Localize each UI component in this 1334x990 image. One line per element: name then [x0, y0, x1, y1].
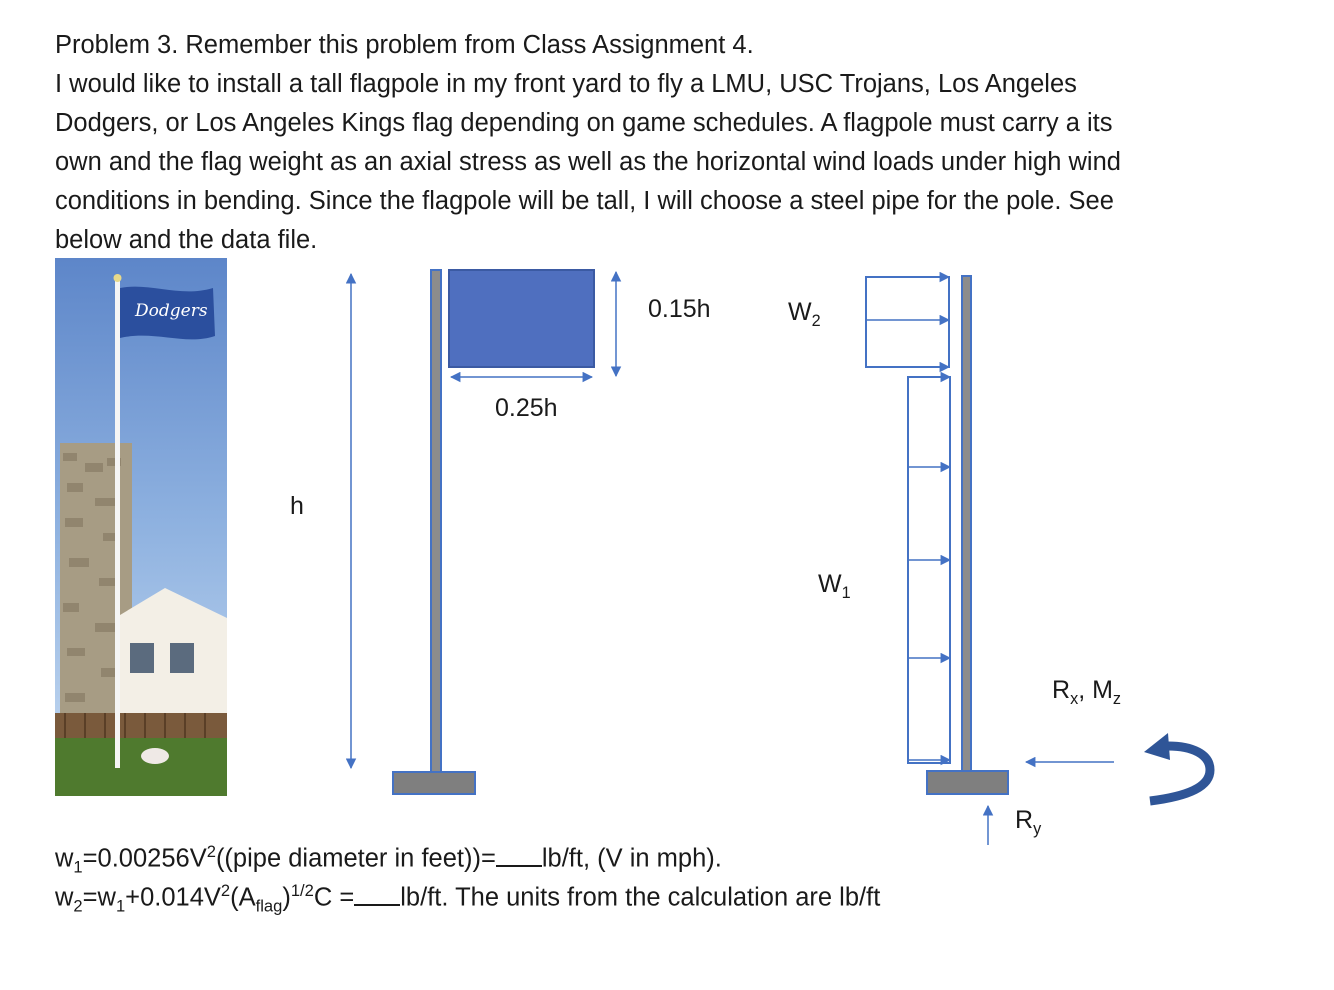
eq1-diameter: ((pipe diameter in feet))= — [215, 844, 496, 873]
w1-letter: W — [818, 570, 842, 598]
equation-w1 — [55, 844, 722, 876]
rx-letter: R — [1052, 676, 1071, 704]
flag-width-label: 0.25h — [495, 394, 558, 422]
flag-text: Dodgers — [135, 301, 208, 321]
eq1-units: lb/ft, (V in mph). — [541, 844, 722, 873]
right-pole — [962, 276, 971, 772]
rx-mz-label — [1052, 678, 1121, 707]
eq2-units: lb/ft. The units from the calculation are lb/ft — [400, 883, 881, 912]
eq1-answer-blank[interactable] — [496, 845, 542, 867]
eq2-w1-sub: 1 — [115, 896, 126, 916]
problem-line: below and the data file. — [55, 226, 318, 254]
problem-line: Problem 3. Remember this problem from Class Assignment 4. — [55, 31, 754, 59]
eq2-area: (A — [230, 883, 256, 912]
moment-curved-arrow — [1144, 733, 1210, 801]
w1-load-box — [908, 377, 950, 763]
eq2-w1: =w — [82, 883, 116, 912]
eq1-coef: =0.00256V — [82, 844, 207, 873]
problem-line: own and the flag weight as an axial stress as well as the horizontal wind loads under high wind — [55, 148, 1121, 176]
left-pole — [431, 270, 441, 772]
eq2-coef: +0.014V — [125, 883, 221, 912]
w1-subscript: 1 — [841, 584, 851, 602]
w2-label — [788, 300, 821, 329]
eq1-w-sub: 1 — [73, 857, 83, 877]
mz-letter: , M — [1078, 676, 1113, 704]
ry-subscript: y — [1033, 820, 1042, 838]
flag-height-label: 0.15h — [648, 295, 711, 323]
eq2-paren: ) — [282, 883, 291, 912]
eq2-answer-blank[interactable] — [354, 884, 400, 906]
eq1-w: w — [55, 844, 74, 873]
eq2-root: 1/2 — [290, 881, 314, 900]
ry-label — [1015, 808, 1041, 837]
rx-subscript: x — [1070, 690, 1079, 708]
eq2-w: w — [55, 883, 74, 912]
problem-line: conditions in bending. Since the flagpole will be tall, I will choose a steel pipe for the pole. See — [55, 187, 1114, 215]
mz-subscript: z — [1112, 690, 1122, 708]
left-base — [393, 772, 475, 794]
right-base — [927, 771, 1008, 794]
height-label: h — [290, 492, 304, 520]
eq2-area-sub: flag — [255, 896, 283, 916]
eq2-c: C = — [313, 883, 355, 912]
w1-label — [818, 572, 851, 601]
equation-w2 — [55, 883, 880, 915]
w2-letter: W — [788, 298, 812, 326]
w2-load-box — [866, 277, 949, 367]
eq2-w-sub: 2 — [73, 896, 83, 916]
eq2-exp: 2 — [220, 881, 231, 900]
eq1-exp: 2 — [206, 842, 216, 861]
ry-letter: R — [1015, 806, 1034, 834]
problem-line: Dodgers, or Los Angeles Kings flag depending on game schedules. A flagpole must carry a its — [55, 109, 1113, 137]
problem-line: I would like to install a tall flagpole in my front yard to fly a LMU, USC Trojans, Los Angeles — [55, 70, 1077, 98]
flag-rectangle — [449, 270, 594, 367]
w2-subscript: 2 — [811, 312, 821, 330]
